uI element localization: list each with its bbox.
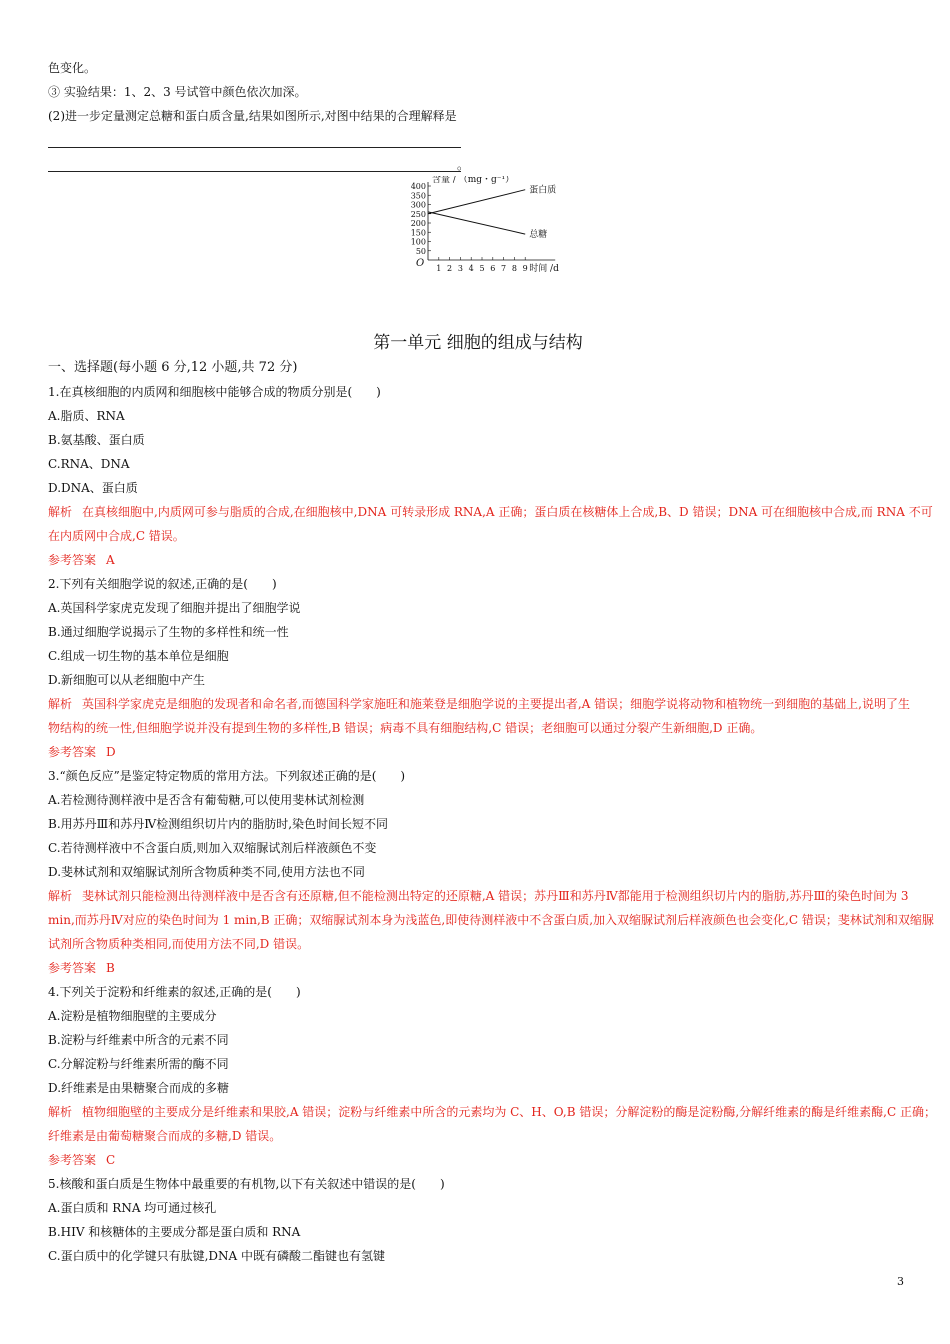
y-tick-label: 150 <box>410 228 426 238</box>
y-tick-label: 350 <box>410 191 426 201</box>
analysis-line <box>48 716 908 740</box>
analysis-line <box>48 884 908 908</box>
analysis-text: 斐林试剂只能检测出待测样液中是否含有还原糖,但不能检测出特定的还原糖,A 错误；苏丹Ⅲ和苏丹Ⅳ都能用于检测组织切片内的脂肪,苏丹Ⅲ的染色时间为 3 <box>82 889 909 903</box>
x-tick-label: 8 <box>511 264 517 273</box>
answer-label: 参考答案 <box>48 1153 97 1167</box>
intro-line: ③ 实验结果：1、2、3 号试管中颜色依次加深。 <box>48 85 307 99</box>
analysis-line <box>48 1124 908 1148</box>
analysis-text: min,而苏丹Ⅳ对应的染色时间为 1 min,B 正确；双缩脲试剂本身为浅蓝色,即使待测样液中不含蛋白质,加入双缩脲试剂后样液颜色也会变化,C 错误；斐林试剂和双缩脲 <box>48 913 934 927</box>
y-tick-label: 400 <box>410 182 426 191</box>
analysis-label: 解析 <box>48 505 73 519</box>
x-tick-label: 3 <box>457 264 463 273</box>
section-title: 一、选择题(每小题 6 分,12 小题,共 72 分) <box>48 360 298 375</box>
analysis-text: 植物细胞壁的主要成分是纤维素和果胶,A 错误；淀粉与纤维素中所含的元素均为 C、H、O,B 错误；分解淀粉的酶是淀粉酶,分解纤维素的酶是纤维素酶,C 正确； <box>82 1105 936 1119</box>
analysis-label: 解析 <box>48 889 73 903</box>
answer-line <box>48 1148 908 1172</box>
analysis-text: 在内质网中合成,C 错误。 <box>48 529 185 543</box>
line-chart <box>48 176 908 326</box>
intro-line: (2)进一步定量测定总糖和蛋白质含量,结果如图所示,对图中结果的合理解释是 <box>48 109 457 123</box>
question-option: D.新细胞可以从老细胞中产生 <box>48 673 206 687</box>
analysis-text: 纤维素是由葡萄糖聚合而成的多糖,D 错误。 <box>48 1129 282 1143</box>
question-option: C.蛋白质中的化学键只有肽键,DNA 中既有磷酸二酯键也有氢键 <box>48 1249 385 1263</box>
x-tick-label: 5 <box>479 264 485 273</box>
analysis-line <box>48 500 933 524</box>
answer-blank-line <box>48 152 908 176</box>
analysis-line <box>48 932 908 956</box>
question-option: A.脂质、RNA <box>48 409 125 423</box>
x-tick-label: 2 <box>447 264 453 273</box>
question-option: B.通过细胞学说揭示了生物的多样性和统一性 <box>48 625 289 639</box>
question-option: D.纤维素是由果糖聚合而成的多糖 <box>48 1081 230 1095</box>
answer-value: C <box>106 1153 116 1167</box>
x-tick-label: 6 <box>490 264 496 273</box>
question-option: C.分解淀粉与纤维素所需的酶不同 <box>48 1057 229 1071</box>
y-tick-label: 100 <box>410 237 426 247</box>
x-tick-label: 4 <box>468 264 474 273</box>
question-option: B.用苏丹Ⅲ和苏丹Ⅳ检测组织切片内的脂肪时,染色时间长短不同 <box>48 817 389 831</box>
question-stem: 3.“颜色反应”是鉴定特定物质的常用方法。下列叙述正确的是( ) <box>48 769 406 783</box>
x-tick-label: 7 <box>501 264 507 273</box>
x-tick-label: 1 <box>436 264 442 273</box>
answer-line <box>48 956 908 980</box>
answer-value: B <box>106 961 115 975</box>
analysis-text: 英国科学家虎克是细胞的发现者和命名者,而德国科学家施旺和施莱登是细胞学说的主要提出者,A 错误；细胞学说将动物和植物统一到细胞的基础上,说明了生 <box>82 697 910 711</box>
question-option: C.组成一切生物的基本单位是细胞 <box>48 649 229 663</box>
analysis-text: 物结构的统一性,但细胞学说并没有提到生物的多样性,B 错误；病毒不具有细胞结构,C 错误；老细胞可以通过分裂产生新细胞,D 正确。 <box>48 721 763 735</box>
question-option: A.若检测待测样液中是否含有葡萄糖,可以使用斐林试剂检测 <box>48 793 365 807</box>
analysis-line <box>48 524 908 548</box>
question-option: A.蛋白质和 RNA 均可通过核孔 <box>48 1201 217 1215</box>
origin-label: O <box>416 258 425 269</box>
page-number: 3 <box>897 1275 904 1288</box>
question-option: C.若待测样液中不含蛋白质,则加入双缩脲试剂后样液颜色不变 <box>48 841 377 855</box>
question-stem: 2.下列有关细胞学说的叙述,正确的是( ) <box>48 577 277 591</box>
period: 。 <box>457 158 470 172</box>
question-option: D.DNA、蛋白质 <box>48 481 138 495</box>
content-chart <box>48 176 908 326</box>
unit-title: 第一单元 细胞的组成与结构 <box>373 333 583 353</box>
analysis-line <box>48 908 934 932</box>
question-option: B.氨基酸、蛋白质 <box>48 433 145 447</box>
answer-line <box>48 548 908 572</box>
answer-label: 参考答案 <box>48 961 97 975</box>
question-option: C.RNA、DNA <box>48 457 130 471</box>
question-stem: 4.下列关于淀粉和纤维素的叙述,正确的是( ) <box>48 985 301 999</box>
answer-line <box>48 740 908 764</box>
question-option: A.英国科学家虎克发现了细胞并提出了细胞学说 <box>48 601 301 615</box>
analysis-line <box>48 1100 936 1124</box>
intro-line: 色变化。 <box>48 61 97 75</box>
series-label: 总糖 <box>529 230 548 241</box>
question-option: B.HIV 和核糖体的主要成分都是蛋白质和 RNA <box>48 1225 301 1239</box>
answer-blank-line <box>48 128 908 152</box>
question-option: B.淀粉与纤维素中所含的元素不同 <box>48 1033 229 1047</box>
analysis-text: 在真核细胞中,内质网可参与脂质的合成,在细胞核中,DNA 可转录形成 RNA,A 正确；蛋白质在核糖体上合成,B、D 错误；DNA 可在细胞核中合成,而 RNA 不可 <box>82 505 933 519</box>
analysis-label: 解析 <box>48 697 73 711</box>
question-list <box>48 380 936 1268</box>
series-line <box>428 212 525 234</box>
question-option: D.斐林试剂和双缩脲试剂所含物质种类不同,使用方法也不同 <box>48 865 365 879</box>
document-page <box>48 56 936 1268</box>
y-tick-label: 50 <box>415 246 426 256</box>
y-axis-title: 含量 / （mg・g⁻¹） <box>432 176 515 185</box>
series-label: 蛋白质 <box>529 185 557 196</box>
answer-value: D <box>106 745 116 759</box>
answer-value: A <box>106 553 115 567</box>
answer-label: 参考答案 <box>48 553 97 567</box>
y-tick-label: 200 <box>410 219 426 228</box>
analysis-text: 试剂所含物质种类相同,而使用方法不同,D 错误。 <box>48 937 310 951</box>
y-tick-label: 300 <box>410 200 426 210</box>
analysis-line <box>48 692 908 716</box>
question-stem: 5.核酸和蛋白质是生物体中最重要的有机物,以下有关叙述中错误的是( ) <box>48 1177 445 1191</box>
question-stem: 1.在真核细胞的内质网和细胞核中能够合成的物质分别是( ) <box>48 385 381 399</box>
x-tick-label: 9 <box>522 264 528 273</box>
x-axis-title: 时间 /d <box>529 264 559 274</box>
series-line <box>428 190 525 214</box>
answer-label: 参考答案 <box>48 745 97 759</box>
y-tick-label: 250 <box>410 209 426 219</box>
analysis-label: 解析 <box>48 1105 73 1119</box>
question-option: A.淀粉是植物细胞壁的主要成分 <box>48 1009 217 1023</box>
